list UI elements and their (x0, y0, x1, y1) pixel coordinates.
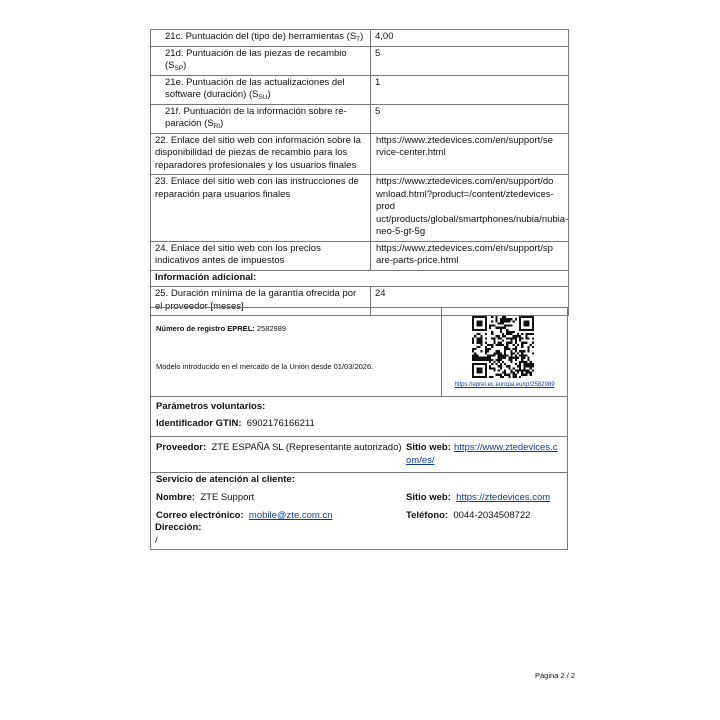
phone-label: Teléfono: (406, 510, 449, 521)
row-value: 5 (371, 46, 569, 75)
phone-value: 0044-2034508722 (453, 510, 531, 521)
customer-service-row (151, 472, 567, 550)
section-header: Información adicional: (151, 270, 569, 287)
row-label: 23. Enlace del sitio web con las instrucciones de reparación para usuarios finales (151, 175, 371, 242)
gtin-line (156, 418, 315, 429)
section-header-row (151, 270, 569, 287)
row-label: 21d. Puntuación de las piezas de recambio $(S_{SP})$ (151, 46, 371, 75)
voluntary-row (151, 396, 567, 437)
supplier-label: Proveedor: (156, 442, 207, 453)
row-value: 5 (371, 104, 569, 133)
specs-table (150, 29, 569, 316)
table-row (151, 104, 569, 133)
table-row (151, 133, 569, 175)
qr-code-icon[interactable] (472, 316, 534, 378)
row-value-link: https://www.ztedevices.com/en/support/do wnload.html?product=/content/ztedevices-prod uct/products/global/smartphones/nubia/nubia-neo-5-gt-5g (371, 175, 569, 242)
service-web-line (406, 492, 550, 503)
voluntary-label: Parámetros voluntarios: (156, 401, 266, 412)
email-label: Correo electrónico: (156, 510, 244, 521)
qr-url-link[interactable]: https://eprel.ec.europa.eu/qr/2582989 (454, 382, 555, 388)
table-row (151, 46, 569, 75)
row-value-link: https://www.ztedevices.com/en/support/sp are-parts-price.html (371, 241, 569, 270)
name-label: Nombre: (156, 492, 196, 503)
supplier-value: ZTE ESPAÑA SL (Representante autorizado) (211, 442, 402, 453)
registration-number: 2582989 (256, 324, 287, 333)
email-line (156, 510, 332, 521)
phone-line (406, 510, 530, 521)
eprel-registration-row (151, 308, 567, 397)
table-row (151, 30, 569, 47)
name-value: ZTE Support (200, 492, 255, 503)
row-value-link: https://www.ztedevices.com/en/support/se rvice-center.html (371, 133, 569, 175)
supplier-row (151, 436, 567, 473)
page-number: Página 2 / 2 (535, 671, 576, 680)
row-label: 21e. Puntuación de las actualizaciones del software (duración) $(S_{SU})$ (151, 75, 371, 104)
row-value: 1 (371, 75, 569, 104)
row-label: 25. Duración mínima de la garantía ofrecida por el proveedor [meses] (151, 287, 371, 316)
table-row (151, 75, 569, 104)
gtin-value: 6902176166211 (246, 418, 315, 429)
supplier-line (156, 442, 402, 453)
email-link[interactable]: mobile@zte.com.cn (248, 510, 333, 521)
address-value: / (155, 535, 158, 546)
table-row (151, 241, 569, 270)
supplier-web-label: Sitio web: (406, 442, 451, 453)
row-label: 22. Enlace del sitio web con información sobre la disponibilidad de piezas de recambio para los reparadores profesionales y los usuarios finales (151, 133, 371, 175)
service-web-link[interactable]: https://ztedevices.com (456, 492, 551, 503)
registration-label: Número de registro EPREL: (156, 324, 255, 333)
row-value: 24 (371, 287, 569, 316)
gtin-label: Identificador GTIN: (156, 418, 242, 429)
table-row (151, 175, 569, 242)
service-web-label: Sitio web: (406, 492, 451, 503)
eprel-box (150, 307, 568, 550)
registration-line (156, 324, 286, 333)
service-name-line (156, 492, 254, 503)
row-label: 21c. Puntuación del (tipo de) herramientas $(S_T)$ (151, 30, 371, 47)
address-label: Dirección: (155, 522, 202, 533)
supplier-web-link[interactable]: https://www.ztedevices.c (454, 442, 558, 453)
row-value: 4,00 (371, 30, 569, 47)
supplier-web-link-cont[interactable]: om/es/ (406, 455, 435, 466)
model-text: Modelo introducido en el mercado de la Unión desde 01/03/2026. (156, 362, 374, 371)
service-label: Servicio de atención al cliente: (156, 474, 295, 485)
row-label: 24. Enlace del sitio web con los precios indicativos antes de impuestos (151, 241, 371, 270)
qr-cell (441, 308, 567, 396)
row-label: 21f. Puntuación de la información sobre re-paración $(S_{RI})$ (151, 104, 371, 133)
